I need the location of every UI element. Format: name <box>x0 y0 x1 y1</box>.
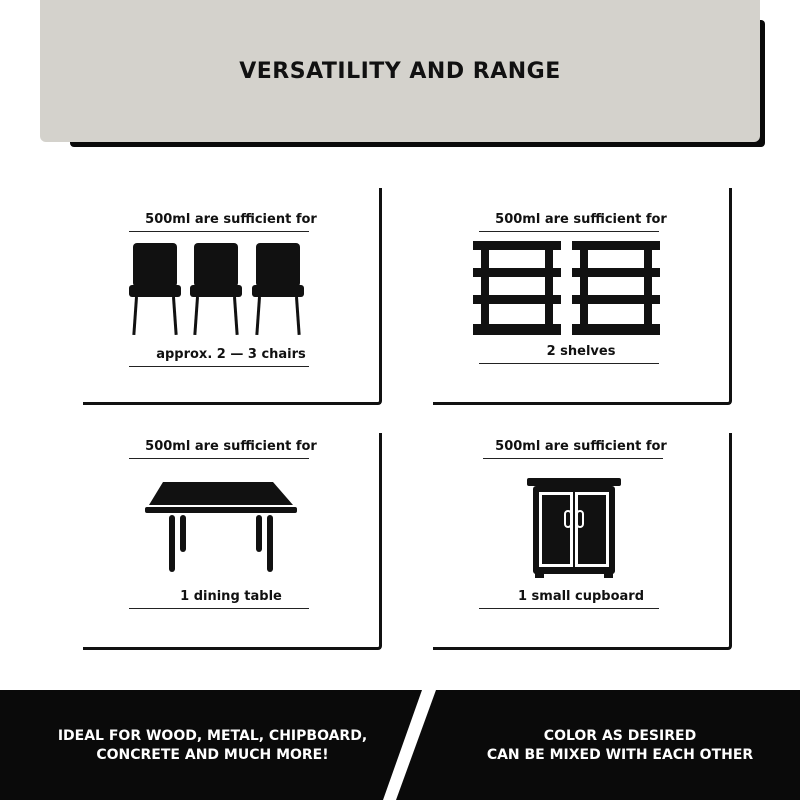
divider <box>129 608 309 609</box>
card-top-label: 500ml are sufficient for <box>145 439 317 454</box>
card-bottom-label: 1 small cupboard <box>517 589 645 604</box>
page-title: VERSATILITY AND RANGE <box>239 58 561 84</box>
footer-right-line2: CAN BE MIXED WITH EACH OTHER <box>486 747 754 763</box>
card-cupboard <box>433 433 732 650</box>
card-dining-table <box>83 433 382 650</box>
chairs-icon <box>83 240 379 350</box>
divider <box>479 363 659 364</box>
divider <box>129 458 309 459</box>
dining-table-icon <box>83 478 379 578</box>
divider <box>479 231 659 232</box>
cupboard-icon <box>433 476 729 586</box>
card-bottom-label: 1 dining table <box>180 589 282 604</box>
card-top-label: 500ml are sufficient for <box>495 212 667 227</box>
footer-left-line2: CONCRETE AND MUCH MORE! <box>96 747 329 763</box>
divider <box>129 366 309 367</box>
shelves-icon <box>433 238 729 338</box>
card-chairs <box>83 188 382 405</box>
footer-right-text <box>450 727 790 765</box>
card-shelves <box>433 188 732 405</box>
card-bottom-label: approx. 2 — 3 chairs <box>156 347 306 362</box>
card-top-label: 500ml are sufficient for <box>145 212 317 227</box>
footer-right-line1: COLOR AS DESIRED <box>543 728 697 744</box>
footer <box>0 690 800 800</box>
card-bottom-label: 2 shelves <box>546 344 616 359</box>
header-banner <box>40 0 760 142</box>
footer-left-line1: IDEAL FOR WOOD, METAL, CHIPBOARD, <box>57 728 368 744</box>
card-top-label: 500ml are sufficient for <box>495 439 667 454</box>
divider <box>483 458 663 459</box>
footer-left-text <box>40 727 385 765</box>
divider <box>129 231 309 232</box>
divider <box>479 608 659 609</box>
